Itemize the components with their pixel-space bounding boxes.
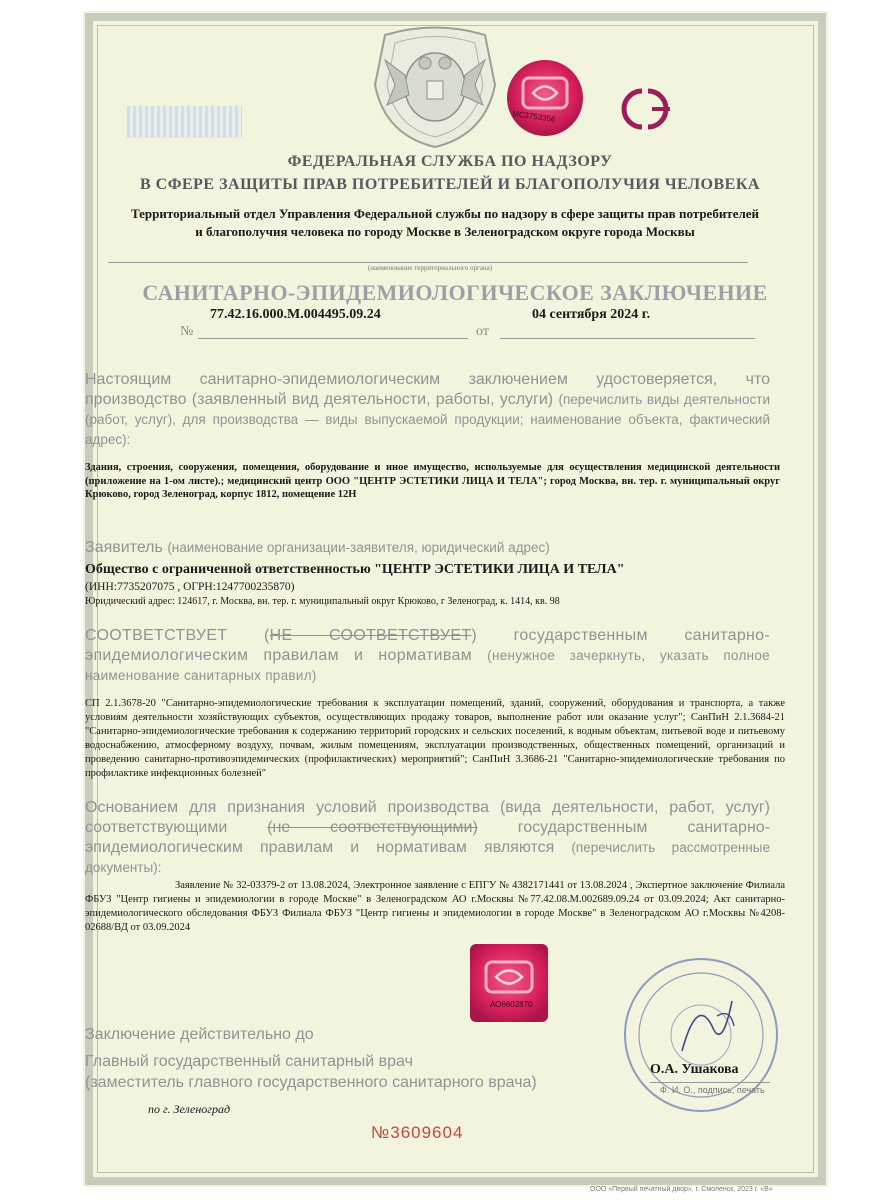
number-label: № (180, 324, 194, 339)
department-caption: (наименование территориального органа) (367, 264, 493, 272)
department-line-1: Территориальный отдел Управления Федеральной службы по надзору в сфере защиты прав потребителей (130, 206, 760, 221)
applicant-name: Общество с ограниченной ответственностью "ЦЕНТР ЭСТЕТИКИ ЛИЦА И ТЕЛА" (85, 562, 625, 577)
signer-name: О.А. Ушакова (650, 1062, 739, 1077)
validity-label: Заключение действительно до (85, 1026, 314, 1043)
hologram-top-icon (505, 58, 585, 138)
certifies-paragraph (85, 370, 770, 450)
signer-role-deputy: (заместитель главного государственного санитарного врача) (85, 1074, 537, 1091)
hologram-bottom-icon (468, 942, 550, 1024)
agency-line-1: ФЕДЕРАЛЬНАЯ СЛУЖБА ПО НАДЗОРУ (287, 153, 613, 170)
basis-part-1: Основанием для признания условий производства (вида деятельности, работ, услуг) соответствующими (85, 799, 770, 836)
applicant-label: Заявитель (85, 539, 163, 556)
conformity-rest: государственным санитарно-эпидемиологическим правилам и нормативам (85, 627, 770, 664)
signature-caption: Ф. И. О., подпись, печать (660, 1085, 765, 1095)
conformity-word: СООТВЕТСТВУЕТ (85, 627, 228, 644)
issue-place: по г. Зеленоград (148, 1102, 231, 1116)
basis-hint: (перечислить рассмотренные документы): (85, 840, 771, 875)
department-line-2: и благополучия человека по городу Москве в Зеленоградском округе города Москвы (195, 224, 695, 239)
document-title: САНИТАРНО-ЭПИДЕМИОЛОГИЧЕСКОЕ ЗАКЛЮЧЕНИЕ (142, 280, 768, 305)
basis-struck: (не соответствующими) (267, 819, 478, 836)
department-underline (108, 262, 748, 263)
se-mark-logo (608, 83, 688, 135)
applicant-ids: (ИНН:7735207075 , ОГРН:1247700235870) (85, 581, 295, 593)
basis-paragraph (85, 798, 770, 878)
signature-underline (650, 1082, 770, 1083)
form-serial-number: №3609604 (371, 1123, 464, 1142)
date-underline (500, 338, 755, 339)
state-emblem-icon (365, 25, 505, 150)
applicant-hint: (наименование организации-заявителя, юридический адрес) (167, 540, 550, 555)
number-underline (198, 338, 468, 339)
object-description: Здания, строения, сооружения, помещения, оборудование и иное имущество, используемые для осуществления медицинской деятельности (приложение на 1-ом листе).; медицинский центр ООО "ЦЕНТР ЭСТЕТИКИ ЛИЦА И ТЕЛА"; город Москва, вн. тер. г. муниципальный округ Крюково, город Зеленоград, корпус 1812, помещение 12Н (85, 462, 780, 500)
applicant-heading (85, 538, 770, 558)
hologram-bottom-code: АО6602870 (490, 1000, 533, 1009)
printer-footer: ООО «Первый печатный двор», г. Смоленск, 2023 г. «В» (590, 1186, 773, 1193)
basis-documents-text: Заявление № 32-03379-2 от 13.08.2024, Электронное заявление с ЕПГУ № 4382171441 от 13.08.2024 , Экспертное заключение Филиала ФБУЗ "Центр гигиены и эпидемиологии в городе Москве" в Зеленоградском АО г.Москвы №77.42.08.М.002689.09.24 от 03.09.2024; Акт санитарно-эпидемиологического обследования ФБУЗ Филиала ФБУЗ "Центр гигиены и эпидемиологии в городе Москве" в Зеленоградском АО г.Москвы №4208-02688/ВД от 03.09.2024 (85, 880, 785, 933)
signer-role: Главный государственный санитарный врач (85, 1053, 413, 1070)
agency-line-2: В СФЕРЕ ЗАЩИТЫ ПРАВ ПОТРЕБИТЕЛЕЙ И БЛАГОПОЛУЧИЯ ЧЕЛОВЕКА (140, 176, 760, 193)
date-label: от (476, 324, 489, 339)
certifies-hint: (перечислить виды деятельности (работ, услуг), для производства — виды выпускаемой продукции; наименование объекта, фактический адрес): (85, 392, 770, 447)
basis-part-2: государственным санитарно-эпидемиологическим правилам и нормативам являются (85, 819, 770, 856)
certifies-main: Настоящим санитарно-эпидемиологическим заключением удостоверяется, что производство (заявленный вид деятельности, работы, услуги) (85, 371, 770, 408)
sanitary-rules-text: СП 2.1.3678-20 "Санитарно-эпидемиологические требования к эксплуатации помещений, зданий, сооружений, оборудования и транспорта, а также условиям деятельности хозяйствующих субъектов, осуществляющих продажу товаров, выполнение работ или оказание услуг"; СанПиН 2.1.3684-21 "Санитарно-эпидемиологические требования к содержанию территорий городских и сельских поселений, к водным объектам, питьевой воде и питьевому водоснабжению, атмосферному воздуху, почвам, жилым помещениям, эксплуатации производственных, общественных помещений, организаций и проведению санитарно-противоэпидемических (профилактических) мероприятий"; СанПиН 3.3686-21 "Санитарно-эпидемиологические требования по профилактике инфекционных болезней" (85, 698, 785, 779)
applicant-address: Юридический адрес: 124617, г. Москва, вн. тер. г. муниципальный округ Крюково, г Зеленоград, к. 1414, кв. 98 (85, 596, 560, 607)
hologram-top-code: МС3753356 (511, 109, 557, 124)
certificate-date: 04 сентября 2024 г. (532, 307, 651, 322)
security-strip (127, 106, 242, 138)
conformity-struck: НЕ СООТВЕТСТВУЕТ (269, 627, 472, 644)
conformity-hint: (ненужное зачеркнуть, указать полное наименование санитарных правил) (85, 648, 770, 683)
certificate-number: 77.42.16.000.М.004495.09.24 (210, 307, 381, 322)
conformity-paragraph: СООТВЕТСТВУЕТ (НЕ СООТВЕТСТВУЕТ) государственным санитарно-эпидемиологическим правилам и нормативам (ненужное зачеркнуть, указать полное наименование санитарных правил) (85, 627, 770, 683)
